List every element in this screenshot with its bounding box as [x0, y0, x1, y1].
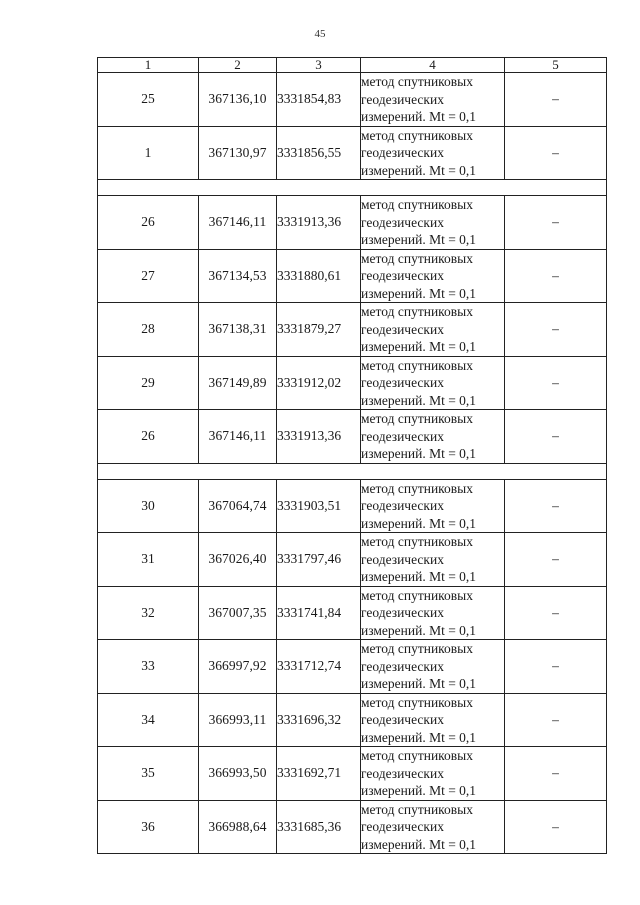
separator-cell: [98, 180, 607, 196]
y-coordinate-cell: 3331912,02: [277, 356, 361, 410]
method-line: геодезических: [361, 498, 444, 513]
point-number-cell: 34: [98, 693, 199, 747]
x-coordinate-cell: 367007,35: [199, 586, 277, 640]
note-cell: –: [505, 196, 607, 250]
page-number: 45: [314, 28, 326, 40]
coordinates-table: [97, 57, 607, 854]
note-cell: –: [505, 533, 607, 587]
method-line: метод спутниковых: [361, 641, 473, 656]
table-row: [98, 640, 607, 694]
group-separator-row: [98, 180, 607, 196]
table-row: [98, 479, 607, 533]
x-coordinate-cell: 367026,40: [199, 533, 277, 587]
method-line: метод спутниковых: [361, 357, 473, 373]
table-row: [98, 533, 607, 587]
point-number-cell: 26: [98, 410, 199, 464]
note-cell: –: [505, 640, 607, 694]
y-coordinate-cell: 3331903,51: [277, 479, 361, 533]
note-cell: –: [505, 747, 607, 801]
x-coordinate-cell: 367134,53: [199, 249, 277, 303]
note-cell: –: [505, 356, 607, 410]
method-line: геодезических: [361, 321, 444, 337]
point-number-cell: 25: [98, 73, 199, 127]
table-row: [98, 249, 607, 303]
y-coordinate-cell: 3331879,27: [277, 303, 361, 357]
method-line: геодезических: [361, 145, 444, 160]
method-line: метод спутниковых: [361, 304, 473, 319]
table-row: [98, 586, 607, 640]
method-cell: [361, 586, 505, 640]
note-cell: –: [505, 410, 607, 464]
method-line: метод спутниковых: [361, 534, 473, 549]
table-row: [98, 73, 607, 127]
method-line: метод спутниковых: [361, 411, 473, 426]
column-header: 5: [505, 58, 607, 73]
note-cell: –: [505, 693, 607, 747]
x-coordinate-cell: 367149,89: [199, 356, 277, 410]
note-cell: –: [505, 800, 607, 854]
note-cell: –: [505, 73, 607, 127]
method-line: измерений. Mt = 0,1: [361, 783, 477, 798]
method-line: измерений. Mt = 0,1: [361, 569, 477, 584]
x-coordinate-cell: 366988,64: [199, 800, 277, 854]
method-cell: [361, 126, 505, 180]
method-cell: [361, 196, 505, 250]
point-number-cell: 36: [98, 800, 199, 854]
method-cell: [361, 73, 505, 127]
method-line: метод спутниковых: [361, 480, 473, 496]
method-line: метод спутниковых: [361, 694, 473, 710]
method-cell: [361, 249, 505, 303]
point-number-cell: 26: [98, 196, 199, 250]
method-cell: [361, 533, 505, 587]
method-line: метод спутниковых: [361, 748, 473, 763]
column-header: 4: [361, 58, 505, 73]
point-number-cell: 35: [98, 747, 199, 801]
method-line: измерений. Mt = 0,1: [361, 622, 477, 638]
note-cell: –: [505, 479, 607, 533]
method-line: измерений. Mt = 0,1: [361, 109, 477, 124]
point-number-cell: 30: [98, 479, 199, 533]
method-line: геодезических: [361, 375, 444, 390]
table-row: [98, 303, 607, 357]
note-cell: –: [505, 303, 607, 357]
x-coordinate-cell: 367064,74: [199, 479, 277, 533]
method-cell: [361, 640, 505, 694]
method-line: метод спутниковых: [361, 801, 473, 817]
point-number-cell: 28: [98, 303, 199, 357]
table-row: [98, 800, 607, 854]
table-row: [98, 356, 607, 410]
header-row: [98, 58, 607, 73]
x-coordinate-cell: 367146,11: [199, 196, 277, 250]
y-coordinate-cell: 3331856,55: [277, 126, 361, 180]
y-coordinate-cell: 3331692,71: [277, 747, 361, 801]
method-line: измерений. Mt = 0,1: [361, 729, 477, 745]
method-line: геодезических: [361, 605, 444, 620]
y-coordinate-cell: 3331913,36: [277, 410, 361, 464]
column-header: 2: [199, 58, 277, 73]
method-cell: [361, 303, 505, 357]
y-coordinate-cell: 3331696,32: [277, 693, 361, 747]
method-cell: [361, 479, 505, 533]
y-coordinate-cell: 3331797,46: [277, 533, 361, 587]
note-cell: –: [505, 586, 607, 640]
column-header: 3: [277, 58, 361, 73]
x-coordinate-cell: 367146,11: [199, 410, 277, 464]
y-coordinate-cell: 3331712,74: [277, 640, 361, 694]
point-number-cell: 32: [98, 586, 199, 640]
method-line: метод спутниковых: [361, 74, 473, 89]
method-cell: [361, 800, 505, 854]
note-cell: –: [505, 249, 607, 303]
method-cell: [361, 410, 505, 464]
table-body: [98, 58, 607, 854]
x-coordinate-cell: 367130,97: [199, 126, 277, 180]
table-row: [98, 693, 607, 747]
x-coordinate-cell: 366997,92: [199, 640, 277, 694]
method-line: измерений. Mt = 0,1: [361, 446, 477, 461]
method-cell: [361, 356, 505, 410]
method-line: геодезических: [361, 658, 444, 674]
method-line: геодезических: [361, 765, 444, 781]
note-cell: –: [505, 126, 607, 180]
point-number-cell: 1: [98, 126, 199, 180]
group-separator-row: [98, 463, 607, 479]
method-line: геодезических: [361, 214, 444, 230]
separator-cell: [98, 463, 607, 479]
method-line: метод спутниковых: [361, 127, 473, 143]
table-row: [98, 126, 607, 180]
method-line: геодезических: [361, 819, 444, 834]
method-line: измерений. Mt = 0,1: [361, 285, 477, 301]
method-line: измерений. Mt = 0,1: [361, 836, 477, 852]
x-coordinate-cell: 366993,50: [199, 747, 277, 801]
x-coordinate-cell: 367138,31: [199, 303, 277, 357]
method-cell: [361, 747, 505, 801]
method-line: геодезических: [361, 268, 444, 283]
point-number-cell: 29: [98, 356, 199, 410]
method-line: метод спутниковых: [361, 587, 473, 603]
y-coordinate-cell: 3331913,36: [277, 196, 361, 250]
x-coordinate-cell: 367136,10: [199, 73, 277, 127]
method-line: метод спутниковых: [361, 250, 473, 266]
table-row: [98, 196, 607, 250]
method-cell: [361, 693, 505, 747]
method-line: геодезических: [361, 712, 444, 727]
method-line: измерений. Mt = 0,1: [361, 515, 477, 531]
y-coordinate-cell: 3331854,83: [277, 73, 361, 127]
point-number-cell: 31: [98, 533, 199, 587]
method-line: геодезических: [361, 91, 444, 107]
table-row: [98, 410, 607, 464]
method-line: геодезических: [361, 428, 444, 444]
point-number-cell: 27: [98, 249, 199, 303]
method-line: геодезических: [361, 551, 444, 567]
method-line: измерений. Mt = 0,1: [361, 392, 477, 408]
method-line: измерений. Mt = 0,1: [361, 232, 477, 247]
method-line: измерений. Mt = 0,1: [361, 676, 477, 691]
y-coordinate-cell: 3331741,84: [277, 586, 361, 640]
y-coordinate-cell: 3331880,61: [277, 249, 361, 303]
method-line: измерений. Mt = 0,1: [361, 162, 477, 178]
table-row: [98, 747, 607, 801]
column-header: 1: [98, 58, 199, 73]
point-number-cell: 33: [98, 640, 199, 694]
method-line: измерений. Mt = 0,1: [361, 339, 477, 354]
method-line: метод спутниковых: [361, 197, 473, 212]
x-coordinate-cell: 366993,11: [199, 693, 277, 747]
y-coordinate-cell: 3331685,36: [277, 800, 361, 854]
